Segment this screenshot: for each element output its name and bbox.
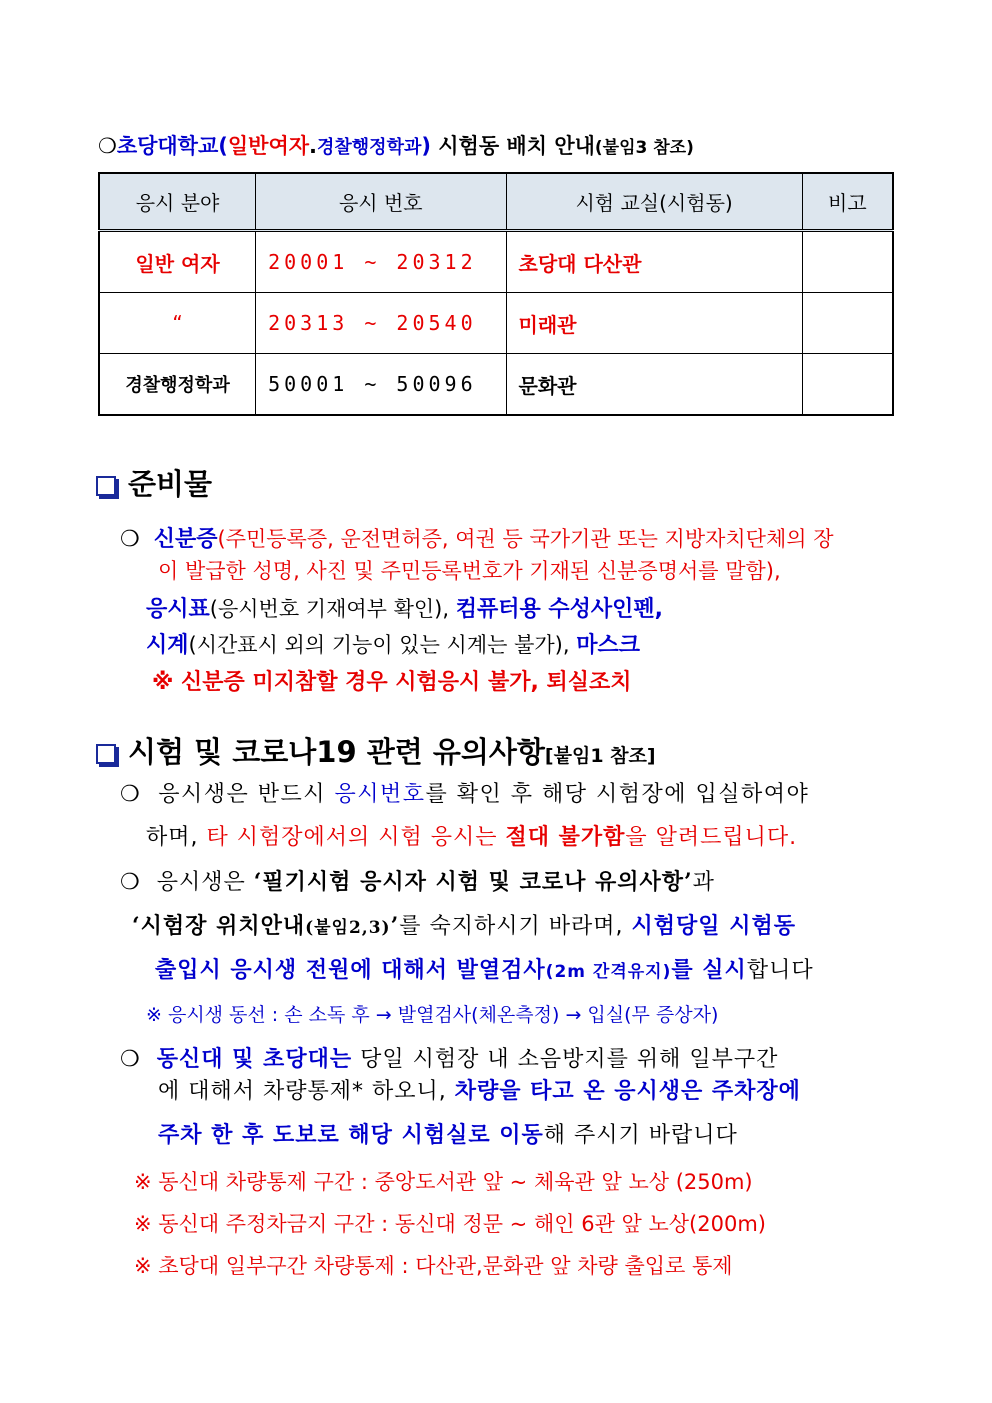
section-preparation-title — [96, 462, 212, 503]
header-field: 응시 분야 — [99, 173, 256, 231]
text: 응시생은 반드시 — [158, 782, 335, 807]
prep-line-2: 이 발급한 성명, 사진 및 주민등록번호가 기재된 신분증명서를 말함), — [158, 559, 781, 583]
circle-bullet-icon: ❍ — [120, 1047, 141, 1072]
quoted-title: ‘시험장 위치안내 — [132, 913, 306, 939]
watch-text: 시계 — [146, 632, 189, 658]
prep-line-3 — [146, 592, 663, 623]
text: 를 확인 후 해당 시험장에 입실하여야 — [425, 782, 810, 807]
text: 당일 시험장 내 소음방지를 위해 일부구간 — [352, 1047, 779, 1072]
cell-range: 20001 ~ 20312 — [256, 231, 506, 293]
cell-room: 문화관 — [506, 354, 802, 416]
table-row — [99, 293, 893, 354]
quoted-title: ‘필기시험 응시자 시험 및 코로나 유의사항’ — [253, 869, 693, 895]
quote-mark: ’ — [390, 913, 400, 939]
notice-p2-line3 — [155, 953, 814, 984]
blue-bold-text: 실시 — [702, 957, 747, 983]
checkbox-bullet-icon — [96, 476, 116, 496]
notice-note-2: ※ 동신대 주정차금지 구간 : 동신대 정문 ~ 해인 6관 앞 노상(200m) — [134, 1212, 766, 1236]
section-notice-title — [96, 730, 656, 771]
notice-p2-line2 — [132, 909, 796, 940]
notice-p1-line1 — [120, 777, 809, 808]
section-ref: [붙임1 참조] — [544, 745, 656, 767]
blue-bold-text: 동신대 및 초당대는 — [156, 1046, 353, 1072]
circle-bullet-icon: ❍ — [120, 527, 140, 552]
circle-bullet-icon: ❍ — [120, 782, 142, 807]
id-card-text: 신분증 — [153, 526, 218, 552]
top-heading — [98, 130, 694, 160]
notice-p3-line2 — [158, 1074, 801, 1105]
cell-field: “ — [99, 293, 256, 354]
notice-note-3: ※ 초당대 일부구간 차량통제 : 다산관,문화관 앞 차량 출입로 통제 — [134, 1254, 733, 1278]
paren: ( — [218, 134, 228, 158]
header-room: 시험 교실(시험동) — [506, 173, 802, 231]
blue-small-text: (2m 간격유지) — [545, 962, 672, 982]
dept-women: 일반여자 — [227, 134, 310, 158]
prep-warning: ※ 신분증 미지참할 경우 시험응시 불가, 퇴실조치 — [152, 670, 632, 695]
text: 해 주시기 바랍니다 — [543, 1123, 738, 1148]
text: 에 대해서 차량통제* 하오니, — [158, 1079, 455, 1104]
heading-title: 시험동 배치 안내 — [430, 134, 595, 158]
text: 응시생은 — [156, 870, 254, 895]
blue-bold-text: 출입시 응시생 전원에 대해서 발열검사 — [155, 957, 546, 983]
ref-text: (붙임2,3) — [305, 918, 391, 938]
notice-p2-line1 — [120, 865, 715, 896]
cell-note — [802, 293, 893, 354]
table-header-row — [99, 173, 893, 231]
cell-range: 50001 ~ 50096 — [256, 354, 506, 416]
cell-note — [802, 231, 893, 293]
heading-ref: (붙임3 참조) — [594, 138, 694, 158]
exam-room-table — [98, 172, 894, 416]
dot: . — [309, 134, 318, 158]
notice-p3-line3 — [158, 1118, 738, 1149]
mask-text: 마스크 — [576, 633, 640, 658]
text: 하며, — [146, 825, 207, 850]
header-number: 응시 번호 — [256, 173, 506, 231]
watch-desc: (시간표시 외의 기능이 있는 시계는 불가), — [188, 633, 577, 657]
table-row — [99, 231, 893, 293]
notice-p2-route: ※ 응시생 동선 : 손 소독 후 → 발열검사(체온측정) → 입실(무 증상자) — [146, 1004, 719, 1026]
blue-bold-text: 주차 한 후 도보로 해당 시험실로 이동 — [158, 1122, 544, 1148]
checkbox-bullet-icon — [96, 744, 116, 764]
circle-bullet-icon: ❍ — [120, 870, 141, 895]
cell-range: 20313 ~ 20540 — [256, 293, 506, 354]
blue-bold-text: 차량을 타고 온 응시생은 주차장에 — [454, 1078, 801, 1104]
cell-note — [802, 354, 893, 416]
header-note: 비고 — [802, 173, 893, 231]
pen-text: 컴퓨터용 수성사인펜, — [455, 597, 664, 622]
notice-p3-line1 — [120, 1042, 778, 1073]
school-name: 초당대학교 — [116, 134, 219, 158]
section-title-text: 준비물 — [128, 467, 213, 501]
text: 과 — [692, 870, 715, 895]
id-card-desc: (주민등록증, 운전면허증, 여권 등 국가기관 또는 지방자치단체의 장 — [217, 527, 834, 551]
text: 를 숙지하시기 바라며, — [399, 914, 632, 939]
notice-p1-line2 — [146, 820, 797, 851]
red-bold-text: 절대 불가함 — [505, 825, 626, 850]
paren: ) — [421, 134, 431, 158]
cell-room: 미래관 — [506, 293, 802, 354]
dept-police: 경찰행정학과 — [317, 137, 422, 158]
text: 합니다 — [746, 958, 814, 983]
exam-number-text: 응시번호 — [334, 782, 426, 807]
circle-bullet-icon: ❍ — [98, 134, 117, 158]
cell-room: 초당대 다산관 — [506, 231, 802, 293]
prep-line-4 — [146, 628, 640, 659]
section-title-text: 시험 및 코로나19 관련 유의사항 — [128, 735, 545, 769]
blue-bold-text: 를 — [671, 957, 703, 983]
red-text: 타 시험장에서의 시험 응시는 — [206, 825, 506, 850]
notice-note-1: ※ 동신대 차량통제 구간 : 중앙도서관 앞 ~ 체육관 앞 노상 (250m) — [134, 1170, 753, 1194]
blue-bold-text: 시험당일 시험동 — [631, 913, 796, 939]
cell-field: 경찰행정학과 — [99, 354, 256, 416]
exam-ticket-text: 응시표 — [146, 596, 210, 622]
table-row — [99, 354, 893, 416]
exam-ticket-desc: (응시번호 기재여부 확인), — [209, 597, 456, 621]
cell-field: 일반 여자 — [99, 231, 256, 293]
red-text: 을 알려드립니다. — [625, 825, 798, 850]
prep-line-1 — [120, 522, 834, 553]
